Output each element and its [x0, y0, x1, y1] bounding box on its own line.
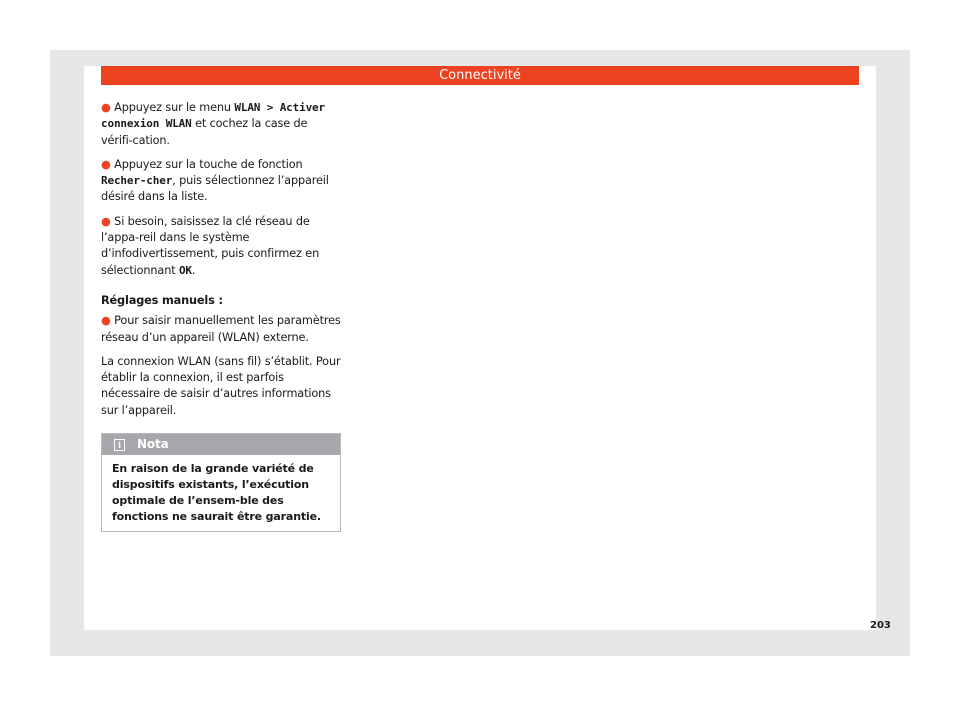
menu-path-code: WLAN > Activer connexion WLAN — [101, 101, 326, 131]
note-text: En raison de la grande variété de dispositifs existants, l’exécution optimale de l’ensem-ble des fonctions ne saurait être garantie. — [112, 462, 321, 524]
bullet-icon: ● — [101, 157, 111, 171]
note-title: Nota — [137, 437, 169, 452]
instruction-text: Appuyez sur la touche de fonction — [114, 157, 303, 171]
note-box — [101, 433, 341, 532]
content-column — [101, 100, 341, 532]
instruction-item-2 — [101, 157, 341, 206]
instruction-text: . — [191, 263, 196, 277]
instruction-text: Si besoin, saisissez la clé réseau de l’appa-reil dans le système d’infodivertissement, puis confirmez en sélectionnant — [101, 214, 320, 277]
note-header — [102, 434, 340, 455]
instruction-item-3 — [101, 214, 341, 279]
instruction-text: Appuyez sur le menu — [114, 101, 235, 114]
section-header — [101, 66, 859, 85]
page-number: 203 — [870, 620, 891, 631]
ok-key-code: OK — [178, 263, 192, 277]
info-icon: i — [114, 439, 125, 451]
instruction-text: et cochez la case de vérifi-cation. — [101, 117, 308, 147]
subheading: Réglages manuels : — [101, 293, 223, 307]
manual-item — [101, 313, 341, 346]
instruction-text: , puis sélectionnez l’appareil désiré dans la liste. — [101, 174, 329, 204]
bullet-icon: ● — [101, 314, 111, 328]
manual-item-text: Pour saisir manuellement les paramètres réseau d’un appareil (WLAN) externe. — [101, 314, 341, 344]
instruction-item-1 — [101, 100, 341, 149]
section-title: Connectivité — [439, 68, 521, 83]
bullet-icon: ● — [101, 101, 111, 114]
bullet-icon: ● — [101, 214, 111, 228]
function-key-code: Recher-cher — [101, 174, 173, 188]
body-paragraph: La connexion WLAN (sans fil) s’établit. Pour établir la connexion, il est parfois nécessaire de saisir d’autres informations sur l’appareil. — [101, 354, 341, 417]
